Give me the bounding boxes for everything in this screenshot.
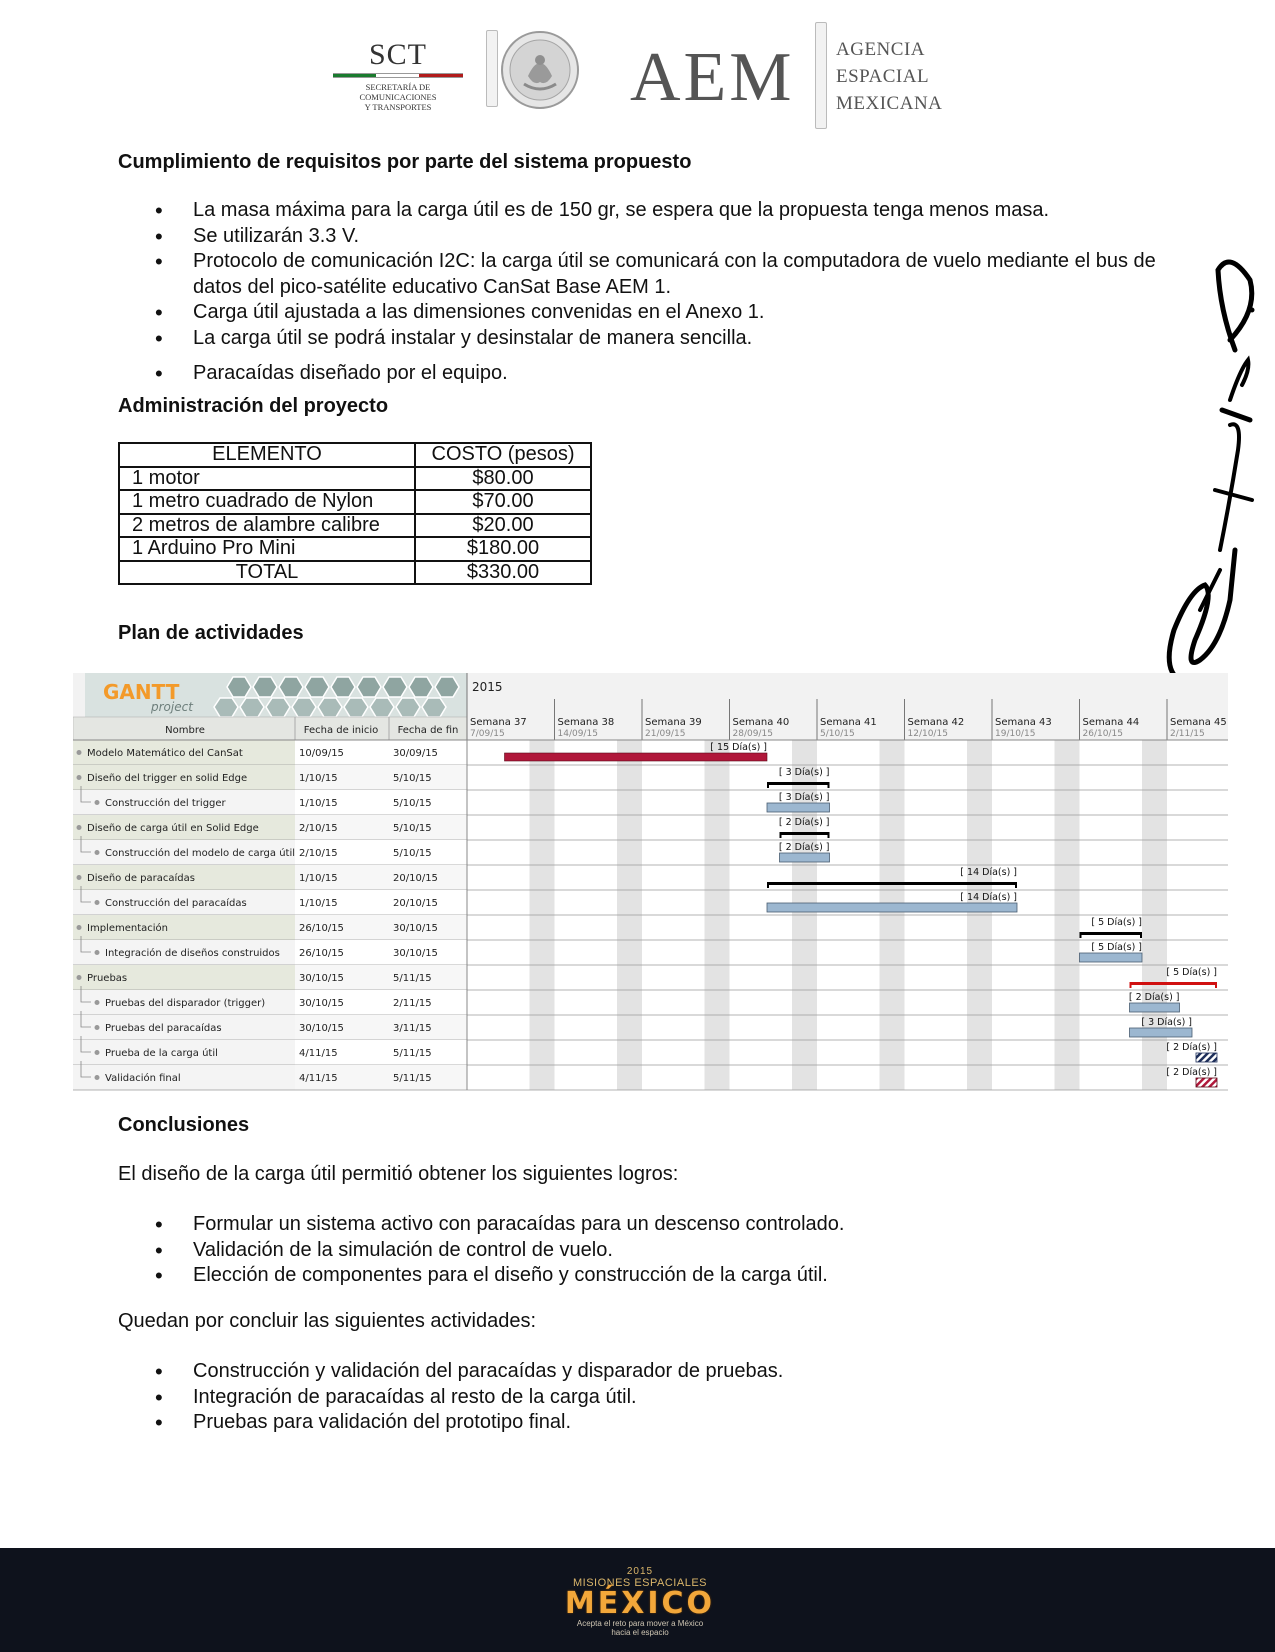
gantt-week-date: 5/10/15	[820, 729, 855, 739]
gantt-duration-label: [ 5 Día(s) ]	[1091, 942, 1142, 953]
gantt-summary-cap	[767, 882, 769, 888]
gantt-week-label: Semana 40	[732, 717, 790, 728]
gantt-logo-hex	[318, 698, 342, 717]
gantt-task-end: 30/09/15	[393, 748, 438, 759]
table-total-row	[119, 561, 591, 585]
gantt-logo-hex	[292, 698, 316, 717]
page-header	[0, 0, 1275, 140]
gantt-task-bullet-icon	[77, 975, 82, 980]
gantt-duration-label: [ 2 Día(s) ]	[1128, 992, 1180, 1003]
item-cell: 1 metro cuadrado de Nylon	[119, 490, 415, 514]
gantt-task-end: 5/10/15	[393, 773, 432, 784]
gantt-week-date: 26/10/15	[1082, 729, 1123, 739]
list-item: • Protocolo de comunicación I2C: la carga útil se comunicará con la computadora de vuelo mediante el bus de datos del pico-satélite educativo CanSat Base AEM 1.	[0, 249, 1173, 300]
gantt-task-name: Validación final	[105, 1073, 181, 1084]
requirements-list	[0, 198, 1173, 387]
gantt-task-bullet-icon	[77, 775, 82, 780]
gantt-task-start: 1/10/15	[299, 798, 338, 809]
conclusions-intro: El diseño de la carga útil permitió obtener los siguientes logros:	[118, 1163, 679, 1185]
gantt-week-label: Semana 43	[995, 717, 1052, 728]
gantt-duration-label: [ 2 Día(s) ]	[778, 817, 830, 828]
gantt-logo-hex	[383, 677, 407, 697]
list-item: • Se utilizarán 3.3 V.	[0, 224, 1173, 250]
gantt-logo-hex	[214, 698, 238, 717]
gantt-task-end: 20/10/15	[393, 898, 438, 909]
gantt-task-name: Pruebas del paracaídas	[105, 1023, 222, 1034]
gantt-week-date: 14/09/15	[557, 729, 598, 739]
pending-list	[0, 1359, 1173, 1436]
gantt-task-name: Diseño de paracaídas	[87, 873, 195, 884]
gantt-task-name: Construcción del paracaídas	[105, 898, 247, 909]
gantt-task-start: 26/10/15	[299, 948, 344, 959]
gantt-column-header: Nombre	[165, 725, 205, 736]
gantt-chart	[73, 673, 1228, 1091]
gantt-logo-hex	[227, 677, 251, 697]
gantt-duration-label: [ 5 Día(s) ]	[1091, 917, 1142, 928]
gantt-logo-hex	[435, 677, 459, 697]
gantt-task-bar	[1080, 953, 1143, 962]
gantt-duration-label: [ 15 Día(s) ]	[710, 742, 767, 753]
sct-logo	[333, 40, 463, 115]
list-item: • Pruebas para validación del prototipo final.	[0, 1410, 1173, 1436]
gantt-summary-cap	[1080, 932, 1082, 938]
footer-title: MÉXICO	[564, 1586, 716, 1621]
sct-name-line: COMUNICACIONES	[359, 92, 437, 102]
gantt-week-date: 7/09/15	[470, 729, 505, 739]
gantt-summary-cap	[1015, 882, 1017, 888]
national-seal-icon	[500, 30, 580, 110]
gantt-task-name: Diseño de carga útil en Solid Edge	[87, 823, 259, 834]
gantt-duration-label: [ 2 Día(s) ]	[1166, 1067, 1217, 1078]
gantt-summary-bar	[767, 882, 1017, 885]
gantt-summary-bar	[767, 782, 830, 785]
gantt-duration-label: [ 5 Día(s) ]	[1166, 967, 1217, 978]
gantt-logo-hex	[422, 698, 446, 717]
gantt-task-start: 1/10/15	[299, 898, 338, 909]
gantt-logo-hex	[279, 677, 303, 697]
gantt-chart-svg	[73, 673, 1228, 1091]
gantt-duration-label: [ 3 Día(s) ]	[1141, 1017, 1192, 1028]
agency-name-line: MEXICANA	[836, 93, 943, 114]
gantt-summary-cap	[1130, 982, 1132, 988]
gantt-logo-hex	[357, 677, 381, 697]
gantt-task-bar	[1130, 1003, 1180, 1012]
table-row	[119, 467, 591, 491]
gantt-task-start: 30/10/15	[299, 1023, 344, 1034]
pending-intro: Quedan por concluir las siguientes actividades:	[118, 1310, 537, 1332]
cost-table	[118, 442, 592, 585]
gantt-week-label: Semana 45	[1170, 717, 1227, 728]
gantt-week-label: Semana 37	[470, 717, 527, 728]
gantt-logo-text: GANTT	[103, 680, 180, 704]
list-item: • Validación de la simulación de control de vuelo.	[0, 1238, 1173, 1264]
gantt-task-name: Construcción del modelo de carga útil	[105, 848, 296, 859]
cost-cell: $20.00	[415, 514, 591, 538]
gantt-task-bullet-icon	[95, 1050, 100, 1055]
item-cell: 1 Arduino Pro Mini	[119, 537, 415, 561]
list-item: • Formular un sistema activo con paracaídas para un descenso controlado.	[0, 1212, 1173, 1238]
gantt-task-end: 2/11/15	[393, 998, 432, 1009]
gantt-duration-label: [ 14 Día(s) ]	[960, 867, 1017, 878]
gantt-year-label: 2015	[472, 680, 503, 694]
list-item: • Carga útil ajustada a las dimensiones convenidas en el Anexo 1.	[0, 300, 1173, 326]
gantt-duration-label: [ 3 Día(s) ]	[778, 792, 830, 803]
gantt-week-date: 2/11/15	[1170, 729, 1205, 739]
gantt-task-bullet-icon	[95, 1075, 100, 1080]
gantt-week-label: Semana 41	[820, 717, 877, 728]
sct-name-line: Y TRANSPORTES	[364, 102, 432, 112]
gantt-logo-hex	[253, 677, 277, 697]
list-item: • Elección de componentes para el diseño y construcción de la carga útil.	[0, 1263, 1173, 1289]
gantt-task-end: 30/10/15	[393, 923, 438, 934]
item-cell: 2 metros de alambre calibre	[119, 514, 415, 538]
misiones-espaciales-logo	[555, 1566, 725, 1644]
agency-name-line: ESPACIAL	[836, 66, 930, 87]
gantt-logo-hex	[370, 698, 394, 717]
gantt-task-bullet-icon	[95, 850, 100, 855]
gantt-week-date: 19/10/15	[995, 729, 1036, 739]
list-item: • La masa máxima para la carga útil es de 150 gr, se espera que la propuesta tenga menos masa.	[0, 198, 1173, 224]
list-item: • Construcción y validación del paracaídas y disparador de pruebas.	[0, 1359, 1173, 1385]
admin-heading: Administración del proyecto	[118, 395, 389, 417]
sct-abbr: SCT	[368, 38, 428, 71]
gantt-task-start: 4/11/15	[299, 1073, 338, 1084]
table-row	[119, 514, 591, 538]
gantt-task-name: Pruebas	[87, 973, 128, 984]
gantt-task-bullet-icon	[77, 750, 82, 755]
list-item: • La carga útil se podrá instalar y desinstalar de manera sencilla.	[0, 326, 1173, 352]
gantt-task-bullet-icon	[77, 875, 82, 880]
gantt-week-date: 21/09/15	[645, 729, 686, 739]
gantt-summary-bar	[1130, 982, 1218, 985]
gantt-task-bullet-icon	[95, 800, 100, 805]
gantt-week-label: Semana 44	[1082, 717, 1140, 728]
gantt-task-end: 5/11/15	[393, 1073, 432, 1084]
gantt-week-label: Semana 38	[557, 717, 615, 728]
table-row	[119, 537, 591, 561]
aem-abbr: AEM	[630, 39, 795, 116]
gantt-task-end: 5/11/15	[393, 973, 432, 984]
gantt-summary-cap	[828, 782, 830, 788]
total-label: TOTAL	[119, 561, 415, 585]
gantt-duration-label: [ 2 Día(s) ]	[778, 842, 830, 853]
requirements-heading: Cumplimiento de requisitos por parte del sistema propuesto	[118, 151, 692, 173]
sct-name-line: SECRETARÍA DE	[365, 82, 431, 92]
gantt-summary-bar	[1080, 932, 1143, 935]
gantt-task-name: Modelo Matemático del CanSat	[87, 748, 243, 759]
cost-cell: $180.00	[415, 537, 591, 561]
gantt-task-end: 5/10/15	[393, 798, 432, 809]
column-header-cost: COSTO (pesos)	[415, 443, 591, 467]
gantt-task-start: 10/09/15	[299, 748, 344, 759]
gantt-week-label: Semana 39	[645, 717, 702, 728]
gantt-duration-label: [ 3 Día(s) ]	[778, 767, 830, 778]
achievements-list	[0, 1212, 1173, 1289]
gantt-task-start: 4/11/15	[299, 1048, 338, 1059]
header-divider	[815, 22, 827, 129]
gantt-task-end: 5/10/15	[393, 823, 432, 834]
item-cell: 1 motor	[119, 467, 415, 491]
gantt-task-start: 30/10/15	[299, 973, 344, 984]
header-divider	[486, 30, 498, 107]
gantt-task-name: Construcción del trigger	[105, 798, 226, 809]
gantt-summary-cap	[1140, 932, 1142, 938]
gantt-task-bar	[505, 753, 768, 761]
gantt-task-bullet-icon	[95, 1025, 100, 1030]
gantt-task-start: 1/10/15	[299, 773, 338, 784]
cost-cell: $80.00	[415, 467, 591, 491]
gantt-duration-label: [ 2 Día(s) ]	[1166, 1042, 1217, 1053]
gantt-column-header: Fecha de inicio	[303, 725, 379, 736]
gantt-task-end: 5/10/15	[393, 848, 432, 859]
gantt-logo-subtext: project	[151, 700, 193, 714]
gantt-logo-hex	[409, 677, 433, 697]
gantt-task-name: Pruebas del disparador (trigger)	[105, 998, 266, 1009]
table-row	[119, 490, 591, 514]
column-header-element: ELEMENTO	[119, 443, 415, 467]
gantt-task-end: 30/10/15	[393, 948, 438, 959]
gantt-column-header: Fecha de fin	[397, 725, 459, 736]
conclusions-heading: Conclusiones	[118, 1114, 250, 1136]
gantt-summary-bar	[780, 832, 830, 835]
gantt-task-start: 26/10/15	[299, 923, 344, 934]
gantt-task-start: 30/10/15	[299, 998, 344, 1009]
cost-cell: $70.00	[415, 490, 591, 514]
gantt-task-bar	[1196, 1053, 1217, 1062]
footer-subtitle: MISIONES ESPACIALES	[572, 1577, 707, 1589]
gantt-task-start: 2/10/15	[299, 848, 338, 859]
gantt-task-name: Diseño del trigger en solid Edge	[87, 773, 248, 784]
gantt-week-date: 28/09/15	[732, 729, 773, 739]
gantt-task-bullet-icon	[77, 925, 82, 930]
gantt-summary-cap	[828, 832, 830, 838]
gantt-task-bar	[767, 903, 1017, 912]
gantt-task-bar	[1130, 1028, 1193, 1037]
gantt-task-end: 20/10/15	[393, 873, 438, 884]
gantt-task-end: 3/11/15	[393, 1023, 432, 1034]
page-footer	[0, 1548, 1275, 1652]
gantt-logo-hex	[344, 698, 368, 717]
gantt-task-end: 5/11/15	[393, 1048, 432, 1059]
gantt-week-date: 12/10/15	[907, 729, 948, 739]
agency-name	[836, 36, 942, 117]
list-item: • Integración de paracaídas al resto de la carga útil.	[0, 1385, 1173, 1411]
gantt-task-name: Implementación	[87, 923, 168, 934]
gantt-task-bullet-icon	[95, 900, 100, 905]
gantt-logo-hex	[240, 698, 264, 717]
gantt-task-bar	[1196, 1078, 1217, 1087]
gantt-task-bar	[780, 853, 830, 862]
gantt-summary-cap	[1215, 982, 1217, 988]
gantt-summary-cap	[767, 782, 769, 788]
gantt-task-name: Prueba de la carga útil	[105, 1048, 218, 1059]
plan-heading: Plan de actividades	[118, 622, 304, 644]
gantt-week-label: Semana 42	[907, 717, 965, 728]
gantt-duration-label: [ 14 Día(s) ]	[960, 892, 1017, 903]
sct-tricolor-bar	[333, 73, 463, 78]
agency-name-line: AGENCIA	[836, 39, 925, 60]
gantt-logo-hex	[331, 677, 355, 697]
gantt-task-bullet-icon	[95, 1000, 100, 1005]
gantt-logo-hex	[396, 698, 420, 717]
footer-tagline: Acepta el reto para mover a México	[576, 1619, 704, 1628]
gantt-task-bar	[767, 803, 830, 812]
gantt-summary-cap	[780, 832, 782, 838]
gantt-task-bullet-icon	[77, 825, 82, 830]
total-cost: $330.00	[415, 561, 591, 585]
gantt-task-bullet-icon	[95, 950, 100, 955]
handwritten-signature	[1160, 250, 1260, 690]
table-header-row	[119, 443, 591, 467]
footer-year: 2015	[626, 1566, 654, 1577]
gantt-logo-hex	[266, 698, 290, 717]
gantt-task-name: Integración de diseños construidos	[105, 948, 280, 959]
footer-tagline: hacia el espacio	[611, 1628, 669, 1637]
list-item: • Paracaídas diseñado por el equipo.	[0, 361, 1173, 387]
gantt-task-start: 1/10/15	[299, 873, 338, 884]
gantt-task-start: 2/10/15	[299, 823, 338, 834]
gantt-logo-hex	[305, 677, 329, 697]
